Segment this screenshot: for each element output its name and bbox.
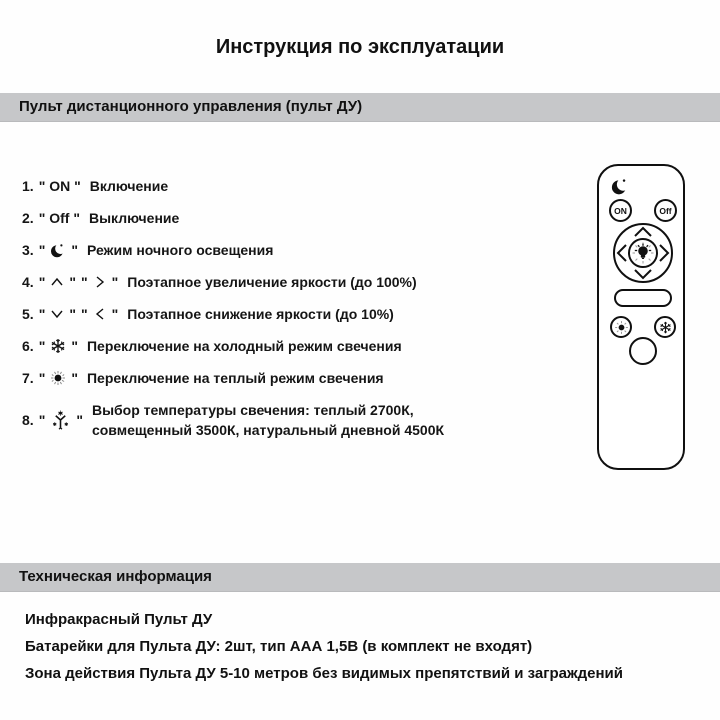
chevron-right-icon [93,275,107,289]
list-item-on [22,176,444,195]
list-item-off [22,208,444,227]
item-number: 7. [22,369,34,386]
moon-icon [50,242,66,258]
item-number: 6. [22,337,34,354]
temperature-select-icon [50,410,71,431]
item-text: Поэтапное увеличение яркости (до 100%) [127,273,417,290]
sun-icon [614,320,629,335]
item-number: 3. [22,241,34,258]
tech-section-header: Техническая информация [0,563,720,592]
item-label: " ON " [38,177,81,194]
moon-icon [611,177,629,195]
item-text: Переключение на холодный режим свечения [86,337,402,354]
tech-line-batteries: Батарейки для Пульта ДУ: 2шт, тип ААА 1,5В (в комплект не входят) [25,638,533,655]
sun-icon [50,370,66,386]
item-text: Поэтапное снижение яркости (до 10%) [127,305,394,322]
remote-cold-button [654,316,676,338]
item-number: 5. [22,305,34,322]
item-text: Выбор температуры свечения: теплый 2700К, совмещенный 3500К, натуральный дневной 4500К [91,402,445,438]
feature-list [22,176,444,440]
item-label: " Off " [38,209,80,226]
remote-section-header: Пульт дистанционного управления (пульт ДУ) [0,93,720,122]
chevron-down-icon [50,307,64,321]
page-title: Инструкция по эксплуатации [215,36,505,58]
list-item-temperature-select: 8. " " Выбор температуры свечения: теплый 2700К, совмещенный 3500К, натуральный дневной 4500К [22,402,445,438]
item-text: Режим ночного освещения [86,241,274,258]
list-item-cold-mode: 6. " " Переключение на холодный режим свечения [22,337,402,354]
remote-light-button [628,238,658,268]
snowflake-icon [659,321,672,334]
lightbulb-icon [630,240,656,266]
remote-warm-button [610,316,632,338]
tech-line-range: Зона действия Пульта ДУ 5-10 метров без видимых препятствий и заграждений [25,665,623,682]
item-text: Переключение на теплый режим свечения [86,369,384,386]
chevron-left-icon [93,307,107,321]
tech-info [25,611,623,683]
tech-line-remote-type: Инфракрасный Пульт ДУ [25,611,213,628]
remote-dpad [613,223,673,283]
list-item-night-mode: 3. " " Режим ночного освещения [22,241,274,258]
chevron-up-icon [50,275,64,289]
list-item-warm-mode: 7. " " Переключение на теплый режим свечения [22,369,384,386]
snowflake-icon [50,338,66,354]
list-item-brightness-up: 4. " " " " Поэтапное увеличение яркости (до 100%) [22,273,417,290]
item-number: 2. [22,209,34,226]
remote-off-button: Off [654,199,677,222]
item-text: Выключение [88,209,180,226]
item-text: Включение [89,177,169,194]
item-number: 1. [22,177,34,194]
item-number: 4. [22,273,34,290]
remote-round-button [629,337,657,365]
item-number: 8. [22,412,34,428]
list-item-brightness-down: 5. " " " " Поэтапное снижение яркости (до 10%) [22,305,394,322]
remote-pill-button [614,289,672,307]
remote-control-illustration [597,164,685,470]
remote-on-button: ON [609,199,632,222]
